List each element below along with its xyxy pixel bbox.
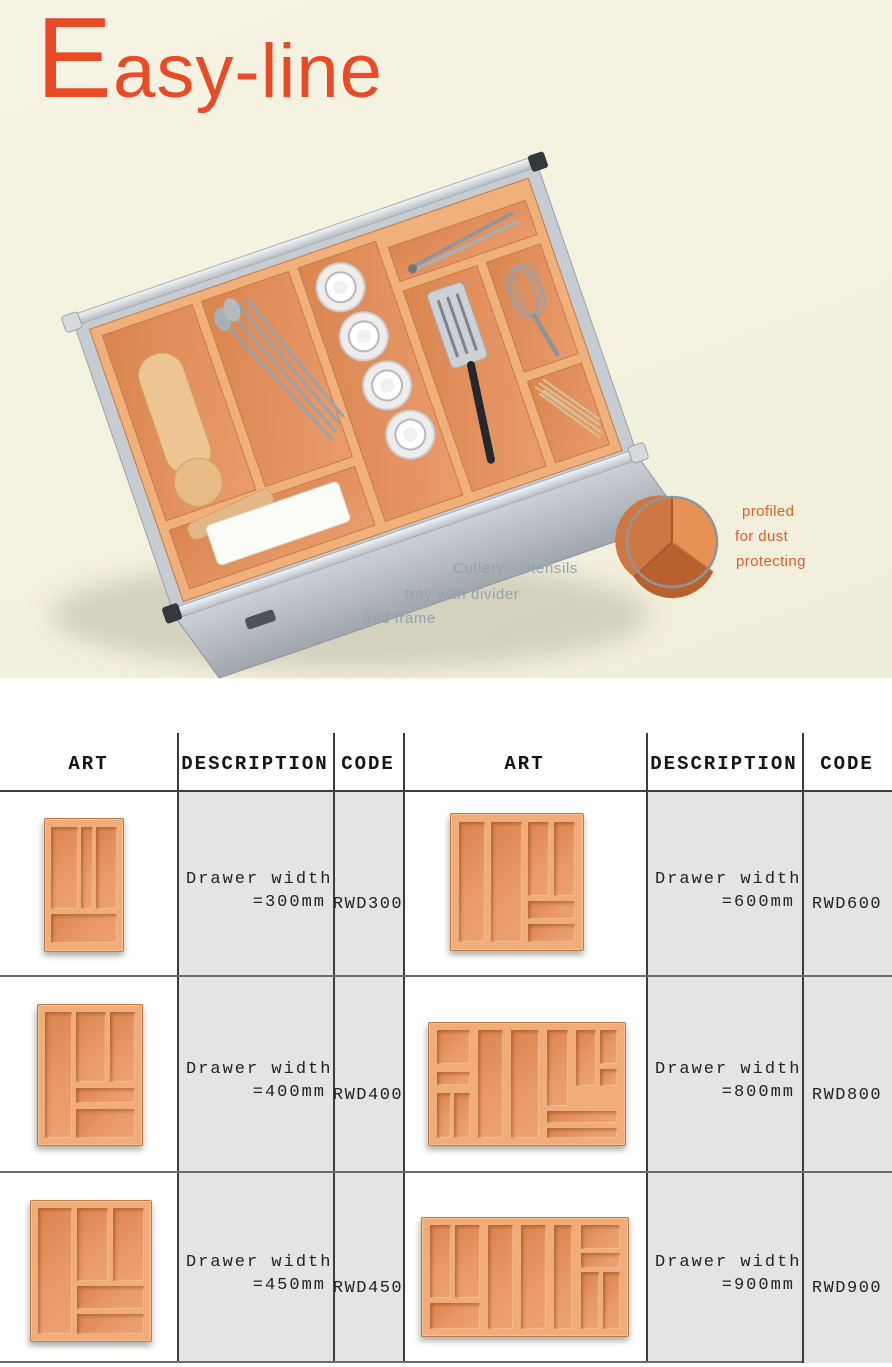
code-value: RWD400 (332, 1085, 404, 1105)
tray-compartment (488, 1225, 513, 1329)
tray-compartment (521, 1225, 546, 1329)
tray-compartment (455, 1225, 480, 1298)
tray-compartment (603, 1272, 619, 1329)
description-cell-rwd800 (648, 975, 800, 1171)
tray-compartment (51, 914, 117, 943)
code-cell-rwd300 (333, 790, 403, 975)
header-art-left: ART (68, 753, 109, 775)
tray-compartment (511, 1030, 538, 1137)
tray-compartment (430, 1303, 479, 1329)
tray-compartment (576, 1030, 596, 1086)
table-bottom-rule (0, 1361, 802, 1363)
header-description-left: DESCRIPTION (181, 753, 329, 775)
tray-compartment (45, 1012, 72, 1138)
description-line-2: =900mm (721, 1276, 795, 1295)
description-line-2: =400mm (252, 1083, 326, 1102)
description-line-1: Drawer width (186, 869, 333, 889)
tray-compartment (528, 901, 576, 919)
page-title-initial: E (36, 0, 114, 122)
page-title-rest: asy-line (113, 29, 383, 114)
tray-compartment (113, 1208, 144, 1281)
tray-compartment (437, 1093, 451, 1138)
tray-compartment (437, 1072, 470, 1085)
tray-compartment (600, 1030, 618, 1064)
callout-label-line-1: profiled (742, 503, 795, 520)
tray-compartment (76, 1012, 105, 1082)
tray-compartment (51, 827, 78, 909)
tray-image-rwd900 (421, 1217, 629, 1337)
tray-compartment (491, 822, 523, 942)
tray-compartment (478, 1030, 503, 1137)
tray-compartment (547, 1128, 618, 1138)
tray-compartment (96, 827, 116, 909)
tray-compartment (581, 1253, 620, 1267)
tray-compartment (554, 1225, 573, 1329)
description-line-2: =450mm (252, 1276, 326, 1295)
tray-compartment (581, 1225, 620, 1249)
tray-compartment (110, 1012, 135, 1082)
tray-image-rwd400 (37, 1004, 143, 1146)
tray-compartment (528, 822, 549, 895)
tray-compartment (437, 1030, 470, 1064)
tray-image-rwd300 (44, 818, 124, 952)
tray-compartment (430, 1225, 451, 1298)
description-line-2: =300mm (252, 892, 326, 912)
description-line-1: Drawer width (655, 869, 802, 889)
description-line-1: Drawer width (655, 1253, 802, 1273)
photo-caption-line-3: and frame (363, 610, 436, 627)
photo-caption-line-1: Cutlery - Utensils (453, 560, 578, 577)
tray-compartment (547, 1030, 569, 1106)
tray-compartment (581, 1272, 600, 1329)
description-cell-rwd600 (648, 790, 800, 975)
tray-compartment (76, 1088, 134, 1103)
code-value: RWD900 (811, 1278, 883, 1298)
code-cell-rwd400 (333, 975, 403, 1171)
description-cell-rwd300 (179, 790, 331, 975)
description-line-2: =800mm (721, 1083, 795, 1102)
grid-line (403, 733, 405, 1363)
code-value: RWD450 (332, 1278, 404, 1298)
tray-compartment (554, 822, 575, 895)
tray-compartment (547, 1111, 618, 1123)
description-cell-rwd450 (179, 1171, 331, 1361)
description-line-2: =600mm (721, 892, 795, 912)
tray-compartment (528, 924, 576, 942)
header-art-right: ART (504, 753, 545, 775)
tray-compartment (38, 1208, 72, 1334)
code-cell-rwd450 (333, 1171, 403, 1361)
callout-detail-circle (615, 495, 717, 598)
code-cell-rwd800 (802, 975, 892, 1171)
code-value: RWD800 (811, 1085, 883, 1105)
header-description-right: DESCRIPTION (650, 753, 798, 775)
header-code-left: CODE (341, 753, 395, 775)
tray-compartment (77, 1286, 144, 1308)
tray-image-rwd450 (30, 1200, 152, 1342)
tray-compartment (459, 822, 485, 942)
tray-compartment (76, 1109, 134, 1138)
tray-image-rwd600 (450, 813, 584, 951)
product-table (0, 733, 892, 1367)
description-line-1: Drawer width (186, 1253, 333, 1273)
hero-photo-section (0, 0, 892, 678)
description-line-1: Drawer width (655, 1060, 802, 1080)
photo-caption-line-2: tray with divider (405, 586, 520, 603)
tray-compartment (77, 1208, 108, 1281)
tray-compartment (600, 1069, 618, 1086)
tray-compartment (454, 1093, 470, 1138)
code-value: RWD600 (811, 895, 883, 914)
code-cell-rwd900 (802, 1171, 892, 1361)
tray-image-rwd800 (428, 1022, 626, 1146)
header-code-right: CODE (820, 753, 874, 775)
description-cell-rwd900 (648, 1171, 800, 1361)
callout-label-line-2: for dust (735, 528, 789, 545)
description-cell-rwd400 (179, 975, 331, 1171)
description-line-1: Drawer width (186, 1060, 333, 1080)
code-cell-rwd600 (802, 790, 892, 975)
callout-label-line-3: protecting (736, 553, 806, 570)
tray-compartment (81, 827, 93, 909)
code-value: RWD300 (332, 895, 404, 914)
tray-compartment (77, 1314, 144, 1334)
